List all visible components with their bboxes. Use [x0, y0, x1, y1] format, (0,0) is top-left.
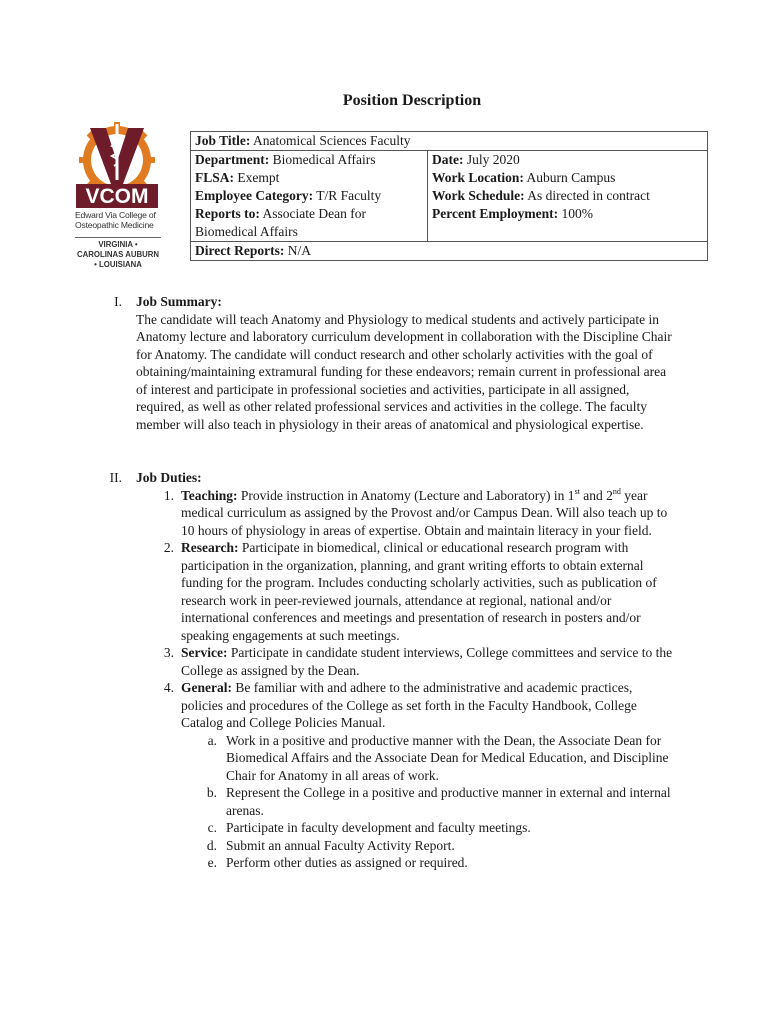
work-schedule-label: Work Schedule:: [432, 188, 525, 203]
sub-item-letter: e.: [207, 855, 217, 870]
logo-wordmark: VCOM: [85, 185, 149, 208]
percent-employment-label: Percent Employment:: [432, 206, 559, 221]
sub-item-letter: d.: [206, 837, 217, 853]
employee-category-value: T/R Faculty: [316, 188, 382, 203]
item-number: 3.: [163, 645, 174, 660]
list-item: [156, 679, 676, 872]
details-right-cell: [428, 151, 708, 242]
item-text: Participate in biomedical, clinical or educational research program with participation in the organization, planning, and grant writing efforts to obtain external funding for the program. Includes conducting scholarly activities, such as publication of research work in peer-reviewed journals, attendance at regional, national and/or international conferences and meetings and presentation of research in posters and/or speaking engagements at such meetings.: [181, 540, 657, 643]
list-item: [156, 539, 676, 644]
job-title-cell: [191, 132, 708, 151]
percent-employment-value: 100%: [561, 206, 593, 221]
vcom-emblem-icon: [72, 122, 162, 210]
sub-item-text: Submit an annual Faculty Activity Report.: [226, 837, 455, 853]
work-schedule-value: As directed in contract: [527, 188, 650, 203]
reports-to-value: Associate Dean for Biomedical Affairs: [195, 206, 366, 239]
superscript: nd: [612, 486, 621, 496]
details-left-cell: [191, 151, 428, 242]
section-numeral: I.: [114, 294, 122, 309]
work-location-label: Work Location:: [432, 170, 524, 185]
sub-item-text: Perform other duties as assigned or required.: [226, 855, 468, 870]
vcom-logo: [72, 122, 162, 269]
item-number: 1.: [163, 487, 174, 503]
sub-list-item: [181, 732, 676, 785]
general-sub-list: [181, 732, 676, 872]
date-label: Date:: [432, 152, 464, 167]
item-label: Service:: [181, 645, 228, 660]
sub-item-text: Work in a positive and productive manner with the Dean, the Associate Dean for Biomedical Affairs and the Associate Dean for Medical Education, and Discipline Chair for Anatomy in all areas of work.: [226, 732, 669, 783]
sub-item-letter: c.: [207, 820, 217, 835]
sub-list-item: [181, 837, 676, 855]
job-title-value: Anatomical Sciences Faculty: [253, 133, 411, 148]
duties-list: [156, 487, 676, 872]
sub-item-letter: b.: [206, 785, 217, 800]
item-label: Research:: [181, 540, 239, 555]
department-value: Biomedical Affairs: [272, 152, 376, 167]
reports-to-label: Reports to:: [195, 206, 260, 221]
item-label: General:: [181, 680, 232, 695]
item-label: Teaching:: [181, 487, 238, 503]
job-duties-heading: Job Duties:: [136, 470, 202, 485]
sub-list-item: [181, 819, 676, 837]
flsa-value: Exempt: [237, 170, 280, 185]
direct-reports-label: Direct Reports:: [195, 243, 285, 258]
page-title: Position Description: [342, 92, 482, 109]
item-number: 4.: [163, 680, 174, 695]
job-summary-text: The candidate will teach Anatomy and Physiology to medical students and actively participate in Anatomy lecture and laboratory curriculum development in collaboration with the Discipline Chair for Anatomy. The candidate will conduct research and other scholarly activities with the goal of obtaining/maintaining extramural funding for these endeavors; remain current in professional area of interest and participate in professional societies and activities, participate in all assigned, required, as well as other related professional services and activities in the college. The faculty member will also teach in physiology in their areas of anatomical and physiological expertise.: [136, 311, 672, 432]
sub-list-item: [181, 854, 676, 872]
logo-college-name: Edward Via College of Osteopathic Medicine: [75, 210, 156, 230]
work-location-value: Auburn Campus: [526, 170, 616, 185]
job-summary-heading: Job Summary:: [136, 294, 222, 309]
department-label: Department:: [195, 152, 270, 167]
item-text: Be familiar with and adhere to the administrative and academic practices, policies and procedures of the College as set forth in the Faculty Handbook, College Catalog and College Policies Manual.: [181, 680, 637, 730]
item-text: Provide instruction in Anatomy (Lecture and Laboratory) in 1: [240, 487, 575, 503]
flsa-label: FLSA:: [195, 170, 235, 185]
direct-reports-value: N/A: [287, 243, 311, 258]
sub-item-text: Participate in faculty development and faculty meetings.: [226, 820, 531, 835]
list-item: [156, 644, 676, 679]
sub-item-letter: a.: [207, 732, 217, 748]
item-number: 2.: [163, 540, 174, 555]
superscript: st: [574, 486, 580, 496]
logo-states: VIRGINIA • CAROLINAS AUBURN • LOUISIANA: [75, 237, 161, 270]
section-numeral: II.: [109, 470, 122, 485]
sub-item-text: Represent the College in a positive and productive manner in external and internal arenas.: [226, 785, 671, 818]
employee-category-label: Employee Category:: [195, 188, 314, 203]
job-title-label: Job Title:: [195, 133, 251, 148]
position-info-table: [190, 131, 708, 261]
item-text: year medical curriculum as assigned by the Provost and/or Campus Dean. Will also teach up to 10 hours of physiology in areas of expertise. Obtain and maintain literacy in your field.: [181, 487, 668, 538]
sub-list-item: [181, 784, 676, 819]
item-text: Participate in candidate student interviews, College committees and service to the College as assigned by the Dean.: [181, 645, 673, 678]
date-value: July 2020: [466, 152, 520, 167]
list-item: [156, 487, 676, 540]
item-text: and 2: [579, 487, 613, 503]
direct-reports-cell: [191, 242, 708, 261]
